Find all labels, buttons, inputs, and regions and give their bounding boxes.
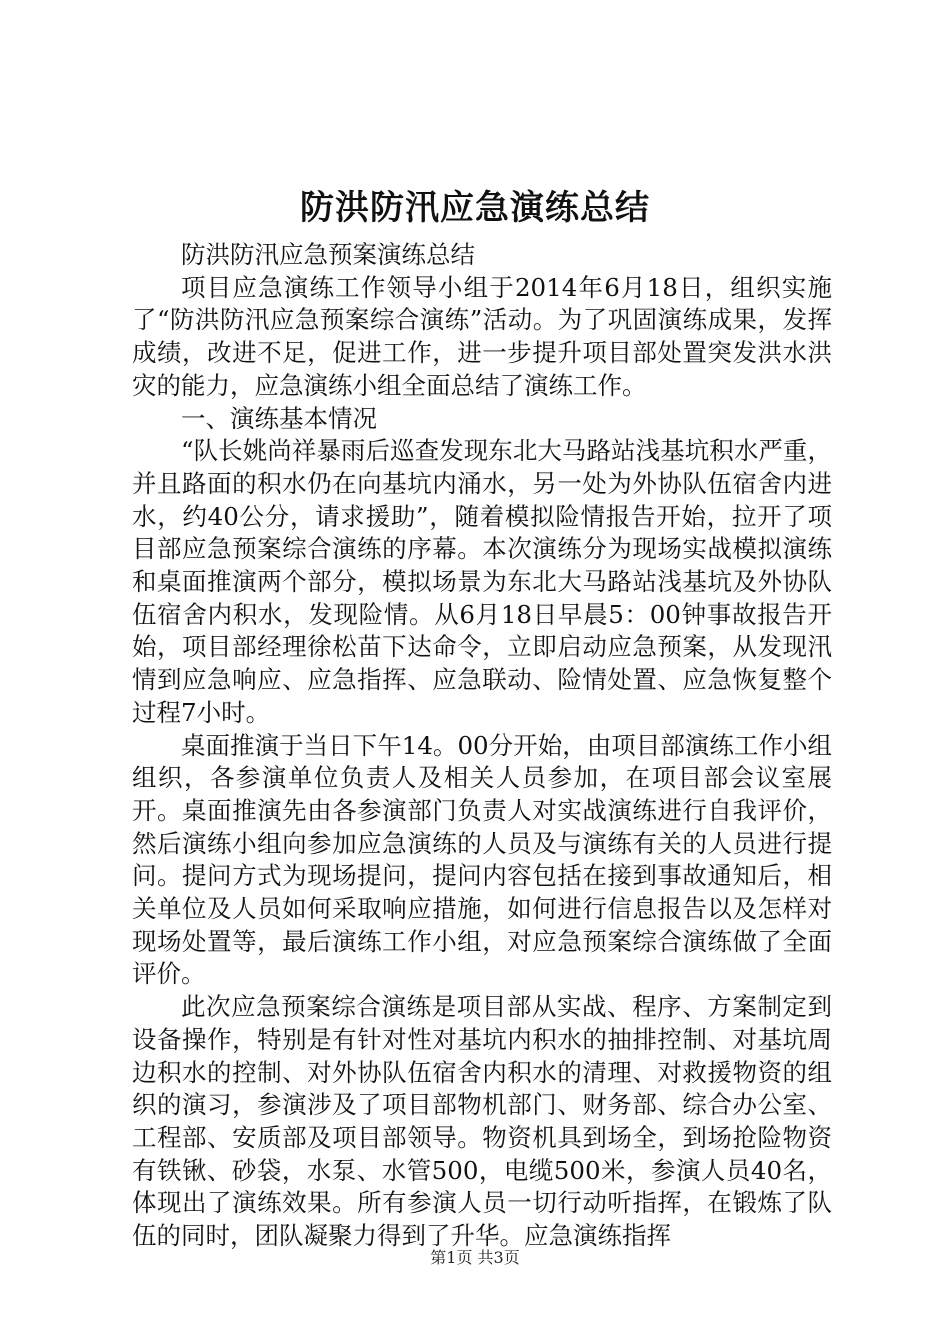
section-heading: 一、演练基本情况 [181,403,377,433]
page-number-footer: 第1页 共3页 [430,1248,520,1267]
subtitle-paragraph: 防洪防汛应急预案演练总结 [181,240,475,269]
body-paragraph: 此次应急预案综合演练是项目部从实战、程序、方案制定到设备操作，特别是有针对性对基坑内积水的抽排控制、对基坑周边积水的控制、对外协队伍宿舍内积水的清理、对救援物资的组织的演习，参演涉及了项目部物机部门、财务部、综合办公室、工程部、安质部及项目部领导。物资机具到场全，到场抢险物资有铁锹、砂袋，水泵、水管500，电缆500米，参演人员40名，体现出了演练效果。所有参演人员一切行动听指挥，在锻炼了队伍的同时，团队凝聚力得到了升华。应急演练指挥 [132,992,832,1251]
body-paragraph: 桌面推演于当日下午14。00分开始，由项目部演练工作小组组织，各参演单位负责人及相关人员参加，在项目部会议室展开。桌面推演先由各参演部门负责人对实战演练进行自我评价，然后演练小组向参加应急演练的人员及与演练有关的人员进行提问。提问方式为现场提问，提问内容包括在接到事故通知后，相关单位及人员如何采取响应措施，如何进行信息报告以及怎样对现场处置等，最后演练工作小组，对应急预案综合演练做了全面评价。 [132,730,832,989]
intro-paragraph: 项目应急演练工作领导小组于2014年6月18日，组织实施了“防洪防汛应急预案综合演练”活动。为了巩固演练成果，发挥成绩，改进不足，促进工作，进一步提升项目部处置突发洪水洪灾的能力，应急演练小组全面总结了演练工作。 [132,272,832,400]
body-paragraph: “队长姚尚祥暴雨后巡查发现东北大马路站浅基坑积水严重，并且路面的积水仍在向基坑内涌水，另一处为外协队伍宿舍内进水，约40公分，请求援助”，随着模拟险情报告开始，拉开了项目部应急预案综合演练的序幕。本次演练分为现场实战模拟演练和桌面推演两个部分，模拟场景为东北大马路站浅基坑及外协队伍宿舍内积水，发现险情。从6月18日早晨5：00钟事故报告开始，项目部经理徐松苗下达命令，立即启动应急预案，从发现汛情到应急响应、应急指挥、应急联动、险情处置、应急恢复整个过程7小时。 [132,436,832,727]
document-title: 防洪防汛应急演练总结 [300,188,650,228]
document-body [132,239,832,1253]
